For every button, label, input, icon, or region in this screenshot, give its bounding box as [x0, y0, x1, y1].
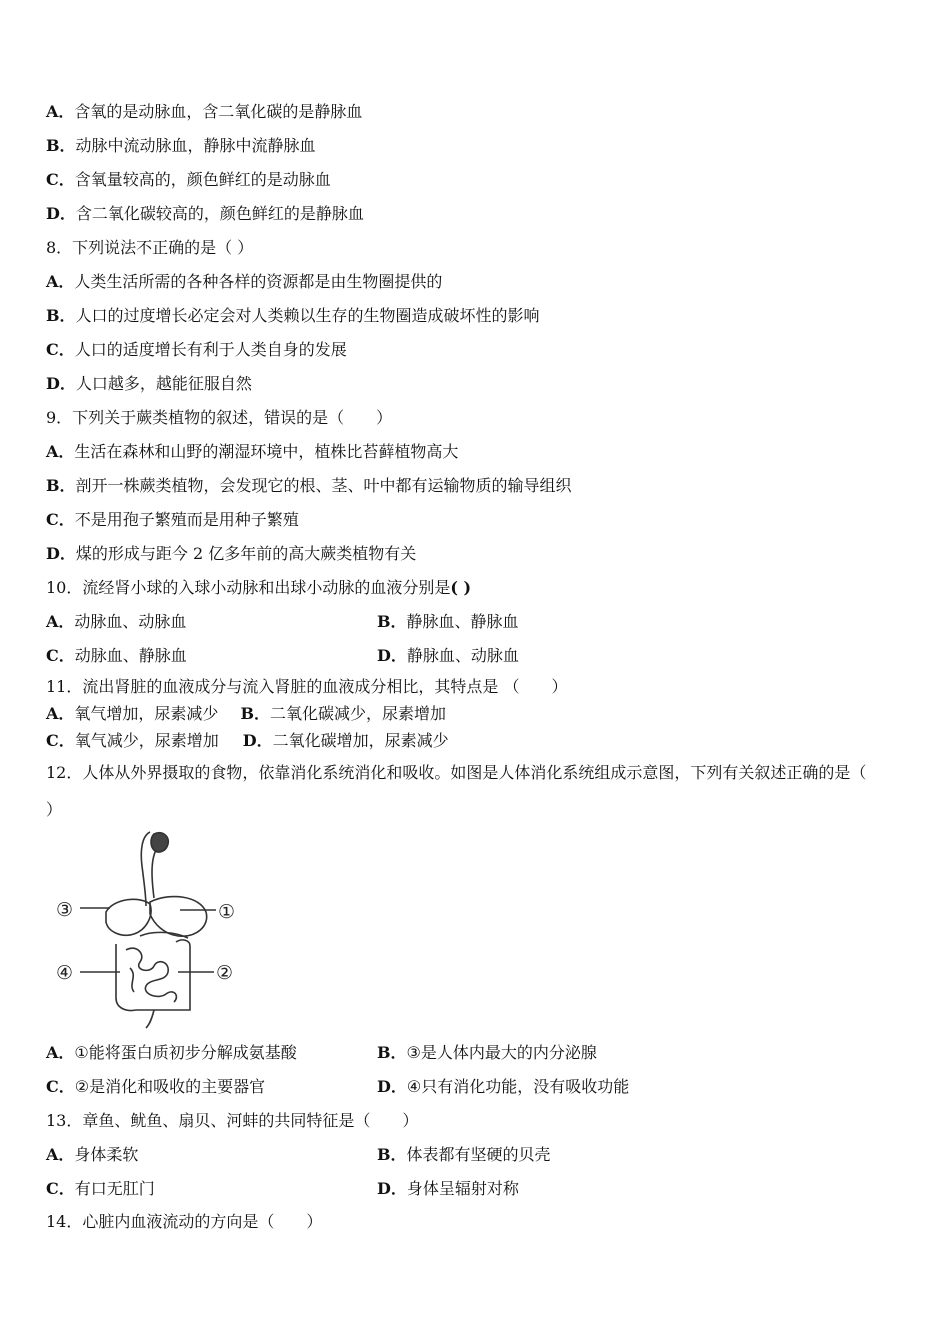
q7-option-a: A．含氧的是动脉血，含二氧化碳的是静脉血 [46, 102, 363, 121]
pancreas-line [140, 932, 188, 938]
q12-stem-close: ） [46, 800, 63, 819]
q10-option-b: B．静脉血、静脉血 [377, 612, 519, 631]
q8-option-a: A．人类生活所需的各种各样的资源都是由生物圈提供的 [46, 272, 443, 291]
q13-option-d: D．身体呈辐射对称 [377, 1179, 519, 1198]
q11-options-row1: A．氧气增加，尿素减少 B．二氧化碳减少，尿素增加 [46, 704, 446, 723]
q8-option-c: C．人口的适度增长有利于人类自身的发展 [46, 340, 347, 359]
q12-option-c: C．②是消化和吸收的主要器官 [46, 1077, 266, 1096]
q8-option-d: D．人口越多，越能征服自然 [46, 374, 252, 393]
q12-option-b: B．③是人体内最大的内分泌腺 [377, 1043, 597, 1062]
marker-4: ④ [56, 962, 74, 984]
q13-option-c: C．有口无肛门 [46, 1179, 155, 1198]
q10-stem: 10．流经肾小球的入球小动脉和出球小动脉的血液分别是( ) [46, 578, 472, 597]
q9-stem: 9．下列关于蕨类植物的叙述，错误的是（ ） [46, 408, 393, 427]
q8-option-b: B．人口的过度增长必定会对人类赖以生存的生物圈造成破坏性的影响 [46, 306, 540, 325]
q8-stem: 8．下列说法不正确的是（ ） [46, 238, 254, 257]
q10-option-d: D．静脉血、动脉血 [377, 646, 519, 665]
marker-1: ① [218, 901, 236, 923]
q14-stem: 14．心脏内血液流动的方向是（ ） [46, 1212, 323, 1231]
marker-3: ③ [56, 899, 74, 921]
q9-option-b: B．剖开一株蕨类植物，会发现它的根、茎、叶中都有运输物质的输导组织 [46, 476, 572, 495]
mouth-shape [151, 833, 168, 852]
liver-shape [106, 899, 151, 935]
rectum-line [146, 1010, 154, 1028]
q7-option-c: C．含氧量较高的，颜色鲜红的是动脉血 [46, 170, 331, 189]
q10-option-c: C．动脉血、静脉血 [46, 646, 187, 665]
q9-option-d: D．煤的形成与距今 2 亿多年前的高大蕨类植物有关 [46, 544, 417, 563]
esophagus-line-2 [152, 850, 156, 898]
q9-option-c: C．不是用孢子繁殖而是用种子繁殖 [46, 510, 299, 529]
q12-option-d: D．④只有消化功能，没有吸收功能 [377, 1077, 630, 1096]
q10-option-a: A．动脉血、动脉血 [46, 612, 187, 631]
q13-option-b: B．体表都有坚硬的贝壳 [377, 1145, 551, 1164]
q13-option-a: A．身体柔软 [46, 1145, 139, 1164]
marker-2: ② [216, 962, 234, 984]
q12-stem: 12．人体从外界摄取的食物，依靠消化系统消化和吸收。如图是人体消化系统组成示意图，下列有关叙述正确的是（ [46, 763, 867, 782]
stomach-shape [150, 897, 207, 937]
esophagus-line [141, 832, 150, 906]
q12-option-a: A．①能将蛋白质初步分解成氨基酸 [46, 1043, 297, 1062]
q7-option-d: D．含二氧化碳较高的，颜色鲜红的是静脉血 [46, 204, 364, 223]
q13-stem: 13．章鱼、鱿鱼、扇贝、河蚌的共同特征是（ ） [46, 1111, 419, 1130]
large-intestine-shape [116, 940, 190, 1011]
q11-stem: 11．流出肾脏的血液成分与流入肾脏的血液成分相比，其特点是 （ ） [46, 677, 568, 696]
q11-options-row2: C．氧气减少，尿素增加 D．二氧化碳增加，尿素减少 [46, 731, 449, 750]
digestive-system-diagram [50, 826, 250, 1030]
q9-option-a: A．生活在森林和山野的潮湿环境中，植株比苔藓植物高大 [46, 442, 459, 461]
small-intestine-coil-2 [130, 968, 134, 992]
q7-option-b: B．动脉中流动脉血，静脉中流静脉血 [46, 136, 316, 155]
